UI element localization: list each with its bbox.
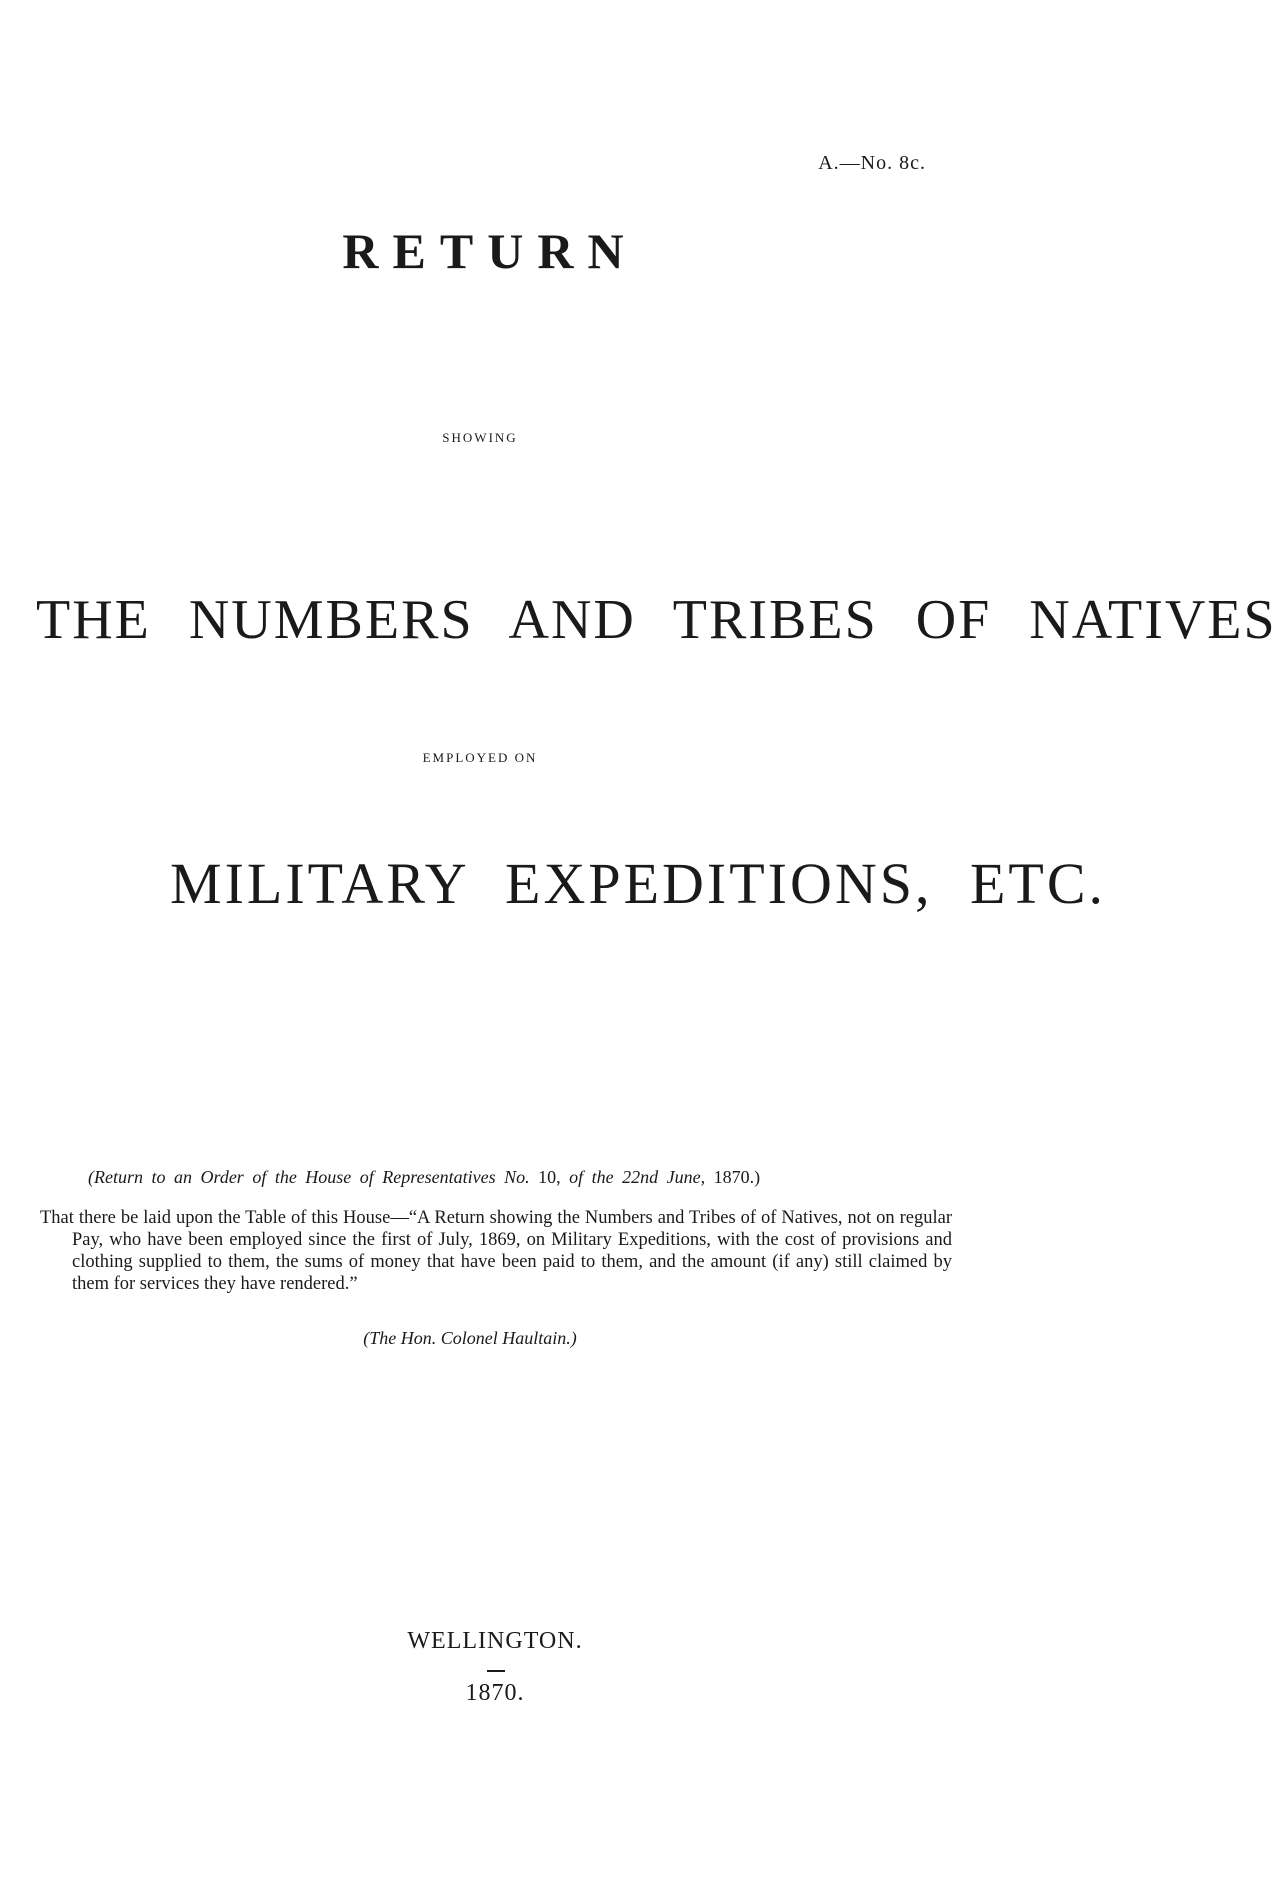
employed-on-label: EMPLOYED ON	[422, 750, 538, 765]
publication-year: 1870.	[465, 1680, 525, 1706]
motion-text: That there be laid upon the Table of this House—“A Return showing the Numbers and Tribes of of Natives, not on regular Pay, who have been employed since the first of July, 1869, on Military Expeditions, with the cost of provisions and clothing supplied to them, the sums of money that have been paid to them, and the amount (if any) still claimed by them for services they have rendered.”	[40, 1208, 952, 1294]
order-reference-date: of the 22nd June,	[569, 1167, 706, 1187]
order-reference-number: 10,	[538, 1167, 561, 1187]
order-reference	[88, 1167, 760, 1188]
subject-line-natives: THE NUMBERS AND TRIBES OF NATIVES	[36, 589, 1277, 651]
mover-attribution: (The Hon. Colonel Haultain.)	[363, 1328, 577, 1348]
subject-line-expeditions: MILITARY EXPEDITIONS, ETC.	[170, 851, 1107, 916]
order-reference-year: 1870.)	[713, 1167, 761, 1187]
short-rule	[487, 1670, 505, 1672]
document-title: RETURN	[342, 223, 638, 279]
paper-reference: A.—No. 8c.	[818, 152, 926, 174]
order-reference-prefix: (Return to an Order of the House of Representatives No.	[88, 1167, 530, 1187]
showing-label: SHOWING	[442, 430, 518, 445]
publication-place: WELLINGTON.	[407, 1628, 583, 1654]
